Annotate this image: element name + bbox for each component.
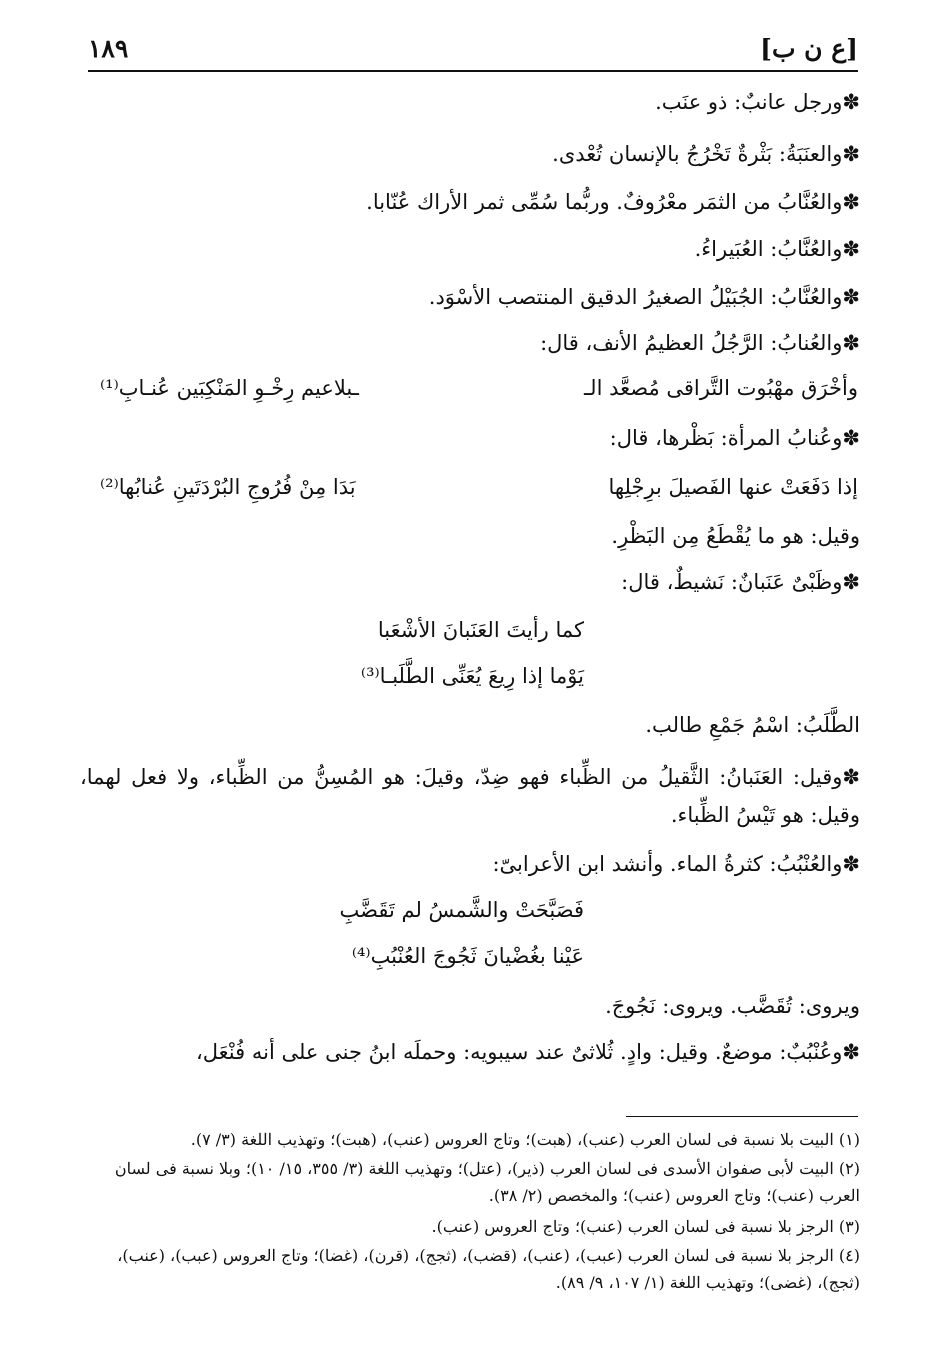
verse-hemistich: بَدَا مِنْ فُرُوجِ البُرْدَتَينِ عُنابُها⁽²⁾ — [100, 475, 356, 499]
entry-line: ✽والعنَبَةُ: بَثْرةٌ تَخْرُجُ بالإنسان تُعْدى. — [552, 142, 860, 166]
entry-line: ✽والعُنَّابُ من الثمَر معْرُوفٌ. وربُّما سُمِّى ثمر الأراك عُنّابا. — [366, 190, 860, 214]
footnote: (١) البيت بلا نسبة فى لسان العرب (عنب)، (هبت)؛ وتاج العروس (عنب)، (هبت)؛ وتهذيب اللغة (٣/ ٧). — [190, 1130, 860, 1149]
rajaz-line: عَيْنا بغُضْيانَ ثَجُوجَ العُنْبُبِ⁽⁴⁾ — [351, 944, 584, 968]
footnote: (٤) الرجز بلا نسبة فى لسان العرب (عبب)، (عنب)، (قضب)، (ثجج)، (قرن)، (غضا)؛ وتاج العروس (عبب)، (عنب)، (ثجج)، (غضى)؛ وتهذيب اللغة (١/ ١٠٧، ٩/ ٨٩). — [117, 1246, 860, 1292]
entry-line: ✽والعُنْبُبُ: كثرةُ الماء. وأنشد ابن الأعرابىّ: — [492, 852, 860, 876]
rajaz-line: فَصَبَّحَتْ والشَّمسُ لم تَقَضَّبِ — [339, 898, 584, 922]
entry-line: ✽وعُنْبُبٌ: موضعٌ. وقيل: وادٍ. ثُلاثىٌ عند سيبويه: وحملَه ابنُ جنى على أنه فُنْعَل، — [195, 1040, 860, 1064]
verse-hemistich: ـبلاعيم رِخْـوِ المَنْكِبَين عُنـابِ⁽¹⁾ — [100, 376, 359, 400]
entry-line: ✽والعُنابُ: الرَّجُلُ العظيمُ الأنف، قال: — [540, 331, 860, 355]
entry-line: ويروى: تُقَضَّب. ويروى: نَجُوجَ. — [605, 994, 860, 1018]
page-number: ١٨٩ — [88, 34, 129, 63]
entry-line: ✽والعُنَّابُ: العُبَيراءُ. — [694, 237, 860, 261]
entry-line: ✽والعُنَّابُ: الجُبَيْلُ الصغيرُ الدقيق المنتصب الأسْوَد. — [428, 285, 860, 309]
entry-line: ✽ورجل عانبٌ: ذو عنَب. — [655, 90, 860, 114]
entry-line: الطَّلَبُ: اسْمُ جَمْعِ طالب. — [645, 713, 860, 737]
footnote: (٣) الرجز بلا نسبة فى لسان العرب (عنب)؛ وتاج العروس (عنب). — [431, 1217, 860, 1236]
footnote: (٢) البيت لأبى صفوان الأسدى فى لسان العرب (ذير)، (عتل)؛ وتهذيب اللغة (٣/ ٣٥٥، ١٥/ ١٠)؛ وبلا نسبة فى لسان العرب (عنب)؛ وتاج العروس (عنب)؛ والمخصص (٢/ ٣٨). — [114, 1159, 860, 1205]
footnote-separator — [626, 1116, 858, 1117]
rajaz-line: يَوْما إذا رِيعَ يُعَنِّى الطَّلَبـا⁽³⁾ — [360, 664, 584, 688]
verse-hemistich: وأخْرَق مهْبُوت التَّراقى مُصعَّد الـ — [584, 376, 858, 400]
root-letters-heading: [ع ن ب] — [760, 34, 858, 63]
entry-line: وقيل: هو ما يُقْطَعُ مِن البَظْرِ. — [611, 524, 860, 548]
rajaz-line: كما رأيتَ العَنَبانَ الأشْعَبا — [377, 618, 584, 642]
entry-paragraph: ✽وقيل: العَنَبانُ: الثَّقيلُ من الظِّباء فهو ضِدّ، وقيلَ: هو المُسِنُّ من الظِّباء، ولا فعل لهما، وقيل: هو تَيْسُ الظِّباء. — [80, 765, 860, 827]
verse-hemistich: إذا دَفَعَتْ عنها الفَصيلَ برِجْلِها — [608, 475, 858, 499]
entry-line: ✽وعُنابُ المرأة: بَظْرها، قال: — [609, 426, 860, 450]
page-header — [88, 30, 858, 72]
entry-line: ✽وظَبْىٌ عَنَبانٌ: نَشيطٌ، قال: — [621, 570, 860, 594]
